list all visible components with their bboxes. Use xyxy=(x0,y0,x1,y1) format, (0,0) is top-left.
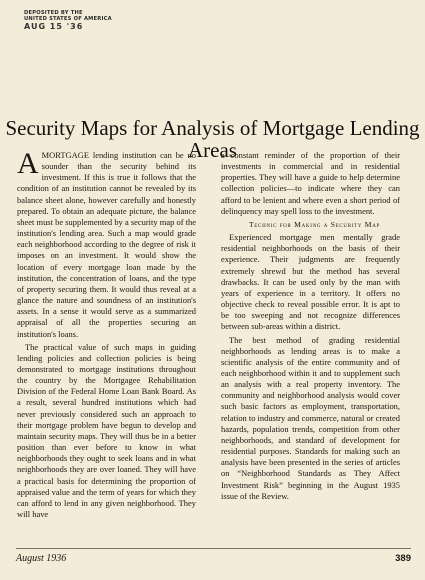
article-title: Security Maps for Analysis of Mortgage Lending Areas xyxy=(5,116,420,163)
section-subheading: Technic for Making a Security Map xyxy=(248,219,381,229)
page-footer xyxy=(16,553,411,564)
paragraph-experienced: Experienced mortgage men mentally grade residential neighborhoods on the basis of their experience. Their judgments are frequently extremely shrewd but the method has several drawbacks. It can be used only by the man with years of experience in a territory. It offers no objective check to reveal possible error. It is apt to be too sweeping and not recognize differences between sub-areas within a district. xyxy=(221,232,400,332)
intro-paragraph xyxy=(17,147,196,340)
stamp-date: AUG 15 '36 xyxy=(24,22,84,31)
stamp-line-1: DEPOSITED BY THE xyxy=(24,10,83,16)
right-column xyxy=(221,150,400,504)
drop-cap: A xyxy=(17,147,39,180)
deposit-stamp xyxy=(24,10,112,30)
paragraph-practical-value: The practical value of such maps in guiding lending policies and collection policies is being demonstrated to mortgage institutions throughout the country by the Mortgagee Rehabilitation Division of the Federal Home Loan Bank Board. As a result, several hundred institutions which had never previously considered such an approach to their mortgage problem have begun to develop and maintain security maps. They will thus be in a better position than ever before to know in what neighborhoods they ought to seek loans and in what neighborhoods they are over loaned. They will have a practical basis for determining the proportion of appraised value and the term of years for which they can afford to lend in any given neighborhood. They will have xyxy=(17,341,196,519)
stamp-line-2: UNITED STATES OF AMERICA xyxy=(24,16,112,22)
footer-rule xyxy=(16,548,411,549)
left-column xyxy=(17,147,196,522)
paragraph-best-method: The best method of grading residential neighborhoods as lending areas is to make a scientific analysis of the entire community and of each neighborhood within it and to supplement such an analysis with a real property inventory. The community and neighborhood analysis would cover such basic factors as employment, transportation, relation to industry and commerce, natural or created hazards, population trends, competition from other neighborhoods, and standard of development for residential purposes. Standards for making such an analysis have been presented in the series of articles on “Neighborhood Standards as They Affect Investment Risk” beginning in the August 1935 issue of the Review. xyxy=(221,334,400,501)
issue-date: August 1936 xyxy=(16,553,67,564)
page-number: 389 xyxy=(395,553,411,564)
intro-text: MORTGAGE lending institution can be no sounder than the security behind its investment. If this is true it follows that the condition of an institution cannot be revealed by its balance sheet alone, however carefully and honestly prepared. To obtain an adequate picture, the balance sheet must be supplemented by a security map of the institution's lending area. Such a map would grade each neighborhood according to the degree of risk it imposes on an investment. It would show the location of every mortgage loan made by the institution, the concentration of loans, and the type of property securing them. It would thus reveal at a glance the nature and soundness of an institution's assets. In a sense it would serve as a summarized appraisal of all the properties securing an institution's loans. xyxy=(17,150,196,339)
paragraph-continued: a constant reminder of the proportion of their investments in commercial and in residential properties. They will have a guide to help determine collection policies—to indicate where they can afford to be lenient and where even a short period of delinquency may spell loss to the investment. xyxy=(221,150,400,216)
